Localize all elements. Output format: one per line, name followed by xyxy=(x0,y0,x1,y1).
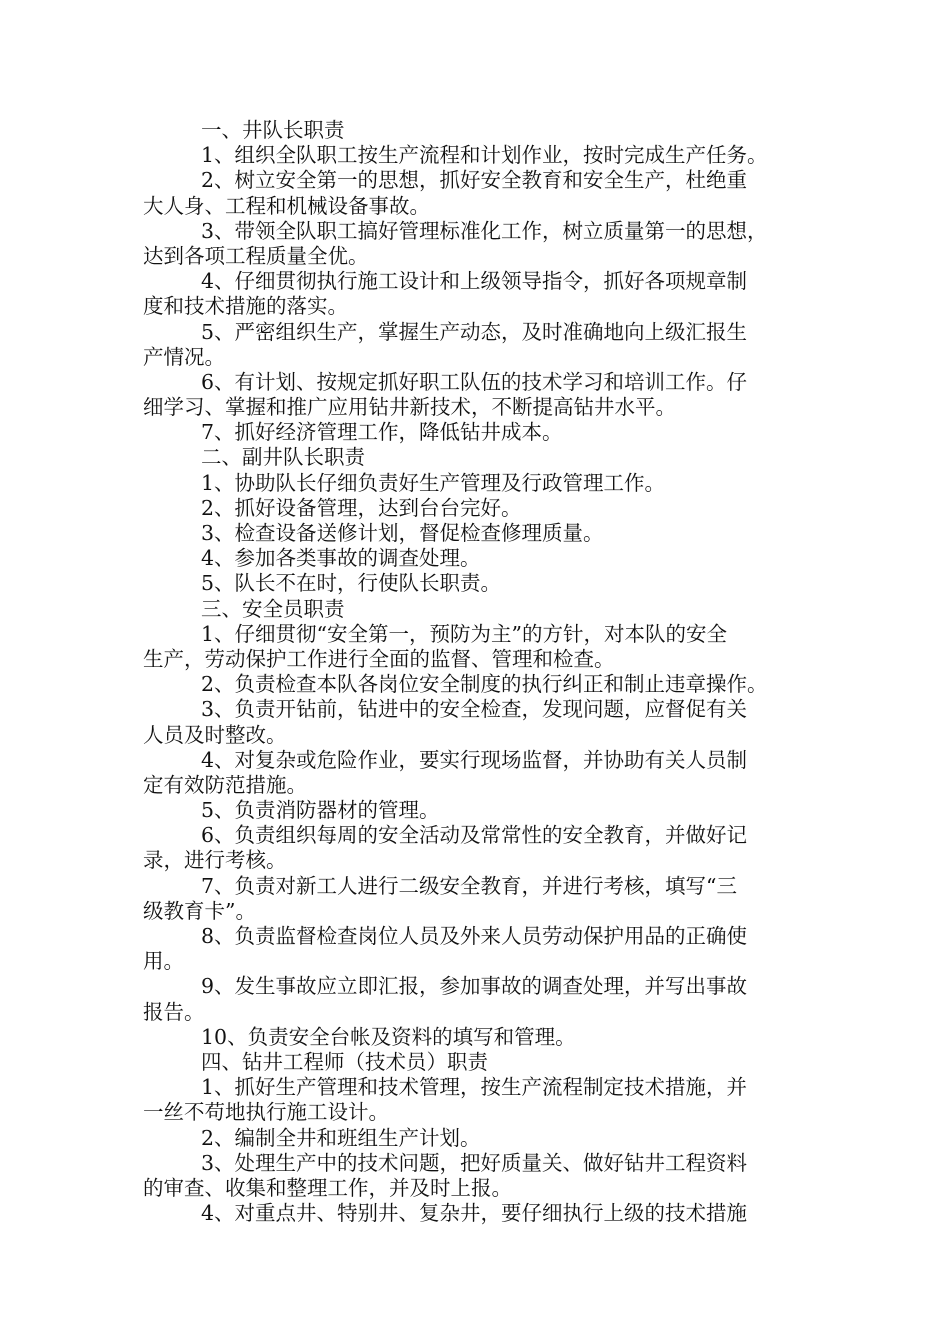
text-line: 达到各项工程质量全优。 xyxy=(143,243,369,268)
text-line: 6、负责组织每周的安全活动及常常性的安全教育，并做好记 xyxy=(201,823,748,848)
text-line: 二、副井队长职责 xyxy=(201,445,365,470)
text-line: 4、参加各类事故的调查处理。 xyxy=(201,546,481,571)
text-line: 3、负责开钻前，钻进中的安全检查，发现问题，应督促有关 xyxy=(201,697,748,722)
text-line: 人员及时整改。 xyxy=(143,722,287,747)
text-line: 10、负责安全台帐及资料的填写和管理。 xyxy=(201,1024,576,1049)
text-line: 2、树立安全第一的思想，抓好安全教育和安全生产，杜绝重 xyxy=(201,168,748,193)
text-line: 2、编制全井和班组生产计划。 xyxy=(201,1125,481,1150)
document-body xyxy=(143,118,813,1226)
text-line: 3、带领全队职工搞好管理标准化工作，树立质量第一的思想， xyxy=(201,218,768,243)
text-line: 2、抓好设备管理，达到台台完好。 xyxy=(201,495,522,520)
text-line: 7、抓好经济管理工作，降低钻井成本。 xyxy=(201,420,563,445)
text-line: 1、协助队长仔细负责好生产管理及行政管理工作。 xyxy=(201,470,666,495)
text-line: 1、抓好生产管理和技术管理，按生产流程制定技术措施，并 xyxy=(201,1075,748,1100)
text-line: 三、安全员职责 xyxy=(201,596,345,621)
text-line: 级教育卡”。 xyxy=(143,898,256,923)
text-line: 一、井队长职责 xyxy=(201,118,345,142)
text-line: 4、仔细贯彻执行施工设计和上级领导指令，抓好各项规章制 xyxy=(201,269,748,294)
text-line: 5、队长不在时，行使队长职责。 xyxy=(201,571,502,596)
text-line: 度和技术措施的落实。 xyxy=(143,294,348,319)
text-line: 定有效防范措施。 xyxy=(143,772,307,797)
text-line: 1、仔细贯彻“安全第一，预防为主”的方针，对本队的安全 xyxy=(201,621,728,646)
text-line: 大人身、工程和机械设备事故。 xyxy=(143,193,430,218)
text-line: 录，进行考核。 xyxy=(143,848,287,873)
text-line: 8、负责监督检查岗位人员及外来人员劳动保护用品的正确使 xyxy=(201,924,748,948)
text-line: 2、负责检查本队各岗位安全制度的执行纠正和制止违章操作。 xyxy=(201,672,768,697)
text-line: 6、有计划、按规定抓好职工队伍的技术学习和培训工作。仔 xyxy=(201,369,748,394)
text-line: 9、发生事故应立即汇报，参加事故的调查处理，并写出事故 xyxy=(201,974,748,999)
text-line: 4、对复杂或危险作业，要实行现场监督，并协助有关人员制 xyxy=(201,747,748,772)
text-line: 生产，劳动保护工作进行全面的监督、管理和检查。 xyxy=(143,646,615,671)
text-line: 一丝不苟地执行施工设计。 xyxy=(143,1100,389,1125)
text-line: 1、组织全队职工按生产流程和计划作业，按时完成生产任务。 xyxy=(201,143,768,168)
text-line: 3、检查设备送修计划，督促检查修理质量。 xyxy=(201,521,604,545)
text-line: 细学习、掌握和推广应用钻井新技术，不断提高钻井水平。 xyxy=(143,395,676,420)
text-line: 报告。 xyxy=(143,999,205,1024)
text-line: 的审查、收集和整理工作，并及时上报。 xyxy=(143,1175,512,1200)
text-line: 5、严密组织生产，掌握生产动态，及时准确地向上级汇报生 xyxy=(201,319,748,344)
text-line: 4、对重点井、特别井、复杂井，要仔细执行上级的技术措施 xyxy=(201,1201,748,1226)
text-line: 四、钻井工程师（技术员）职责 xyxy=(201,1049,488,1074)
text-line: 3、处理生产中的技术问题，把好质量关、做好钻井工程资料 xyxy=(201,1150,748,1175)
text-line: 产情况。 xyxy=(143,344,225,369)
text-line: 7、负责对新工人进行二级安全教育，并进行考核，填写“三 xyxy=(201,873,738,898)
text-line: 5、负责消防器材的管理。 xyxy=(201,798,440,823)
text-line: 用。 xyxy=(143,949,184,974)
